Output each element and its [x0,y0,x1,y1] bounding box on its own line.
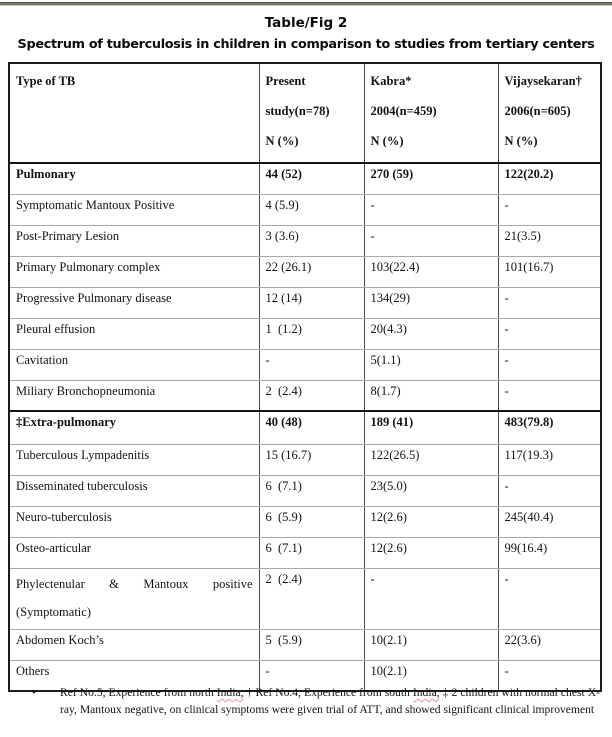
footnote [8,684,602,719]
cell-vijaysekaran: - [498,380,601,411]
cell-vijaysekaran: - [498,287,601,318]
cell-kabra: 10(2.1) [364,629,498,660]
cell-present-study: 40 (48) [259,411,364,444]
footnote-segment-misspelled: India, [216,686,244,699]
cell-type-of-tb: Symptomatic Mantoux Positive [9,194,259,225]
table-subtitle: Spectrum of tuberculosis in children in comparison to studies from tertiary centers [17,37,595,52]
cell-vijaysekaran: - [498,568,601,629]
cell-kabra: 103(22.4) [364,256,498,287]
cell-type-of-tb: Pulmonary [9,163,259,194]
cell-type-of-tb: Abdomen Koch’s [9,629,259,660]
footnote-bullet-icon: • [31,685,37,699]
column-header-type-of-tb [9,63,259,163]
cell-present-study: 15 (16.7) [259,444,364,475]
table-title: Table/Fig 2 [264,15,348,31]
cell-type-of-tb: Osteo-articular [9,537,259,568]
footnote-text [60,684,602,719]
tb-spectrum-table [8,62,602,692]
table-body [9,163,601,691]
cell-vijaysekaran: - [498,475,601,506]
cell-kabra: 8(1.7) [364,380,498,411]
column-header-kabra [364,63,498,163]
column-header-line: 2006(n=605) [504,104,571,118]
cell-present-study: 2 (2.4) [259,568,364,629]
cell-vijaysekaran: 117(19.3) [498,444,601,475]
cell-kabra: - [364,568,498,629]
cell-type-of-tb: ‡Extra-pulmonary [9,411,259,444]
cell-present-study: 6 (5.9) [259,506,364,537]
cell-kabra: - [364,194,498,225]
cell-present-study: 2 (2.4) [259,380,364,411]
table-row [9,349,601,380]
table-row [9,163,601,194]
cell-kabra: 189 (41) [364,411,498,444]
column-header-line: 2004(n=459) [370,104,437,118]
cell-kabra: 23(5.0) [364,475,498,506]
table-row [9,287,601,318]
cell-type-of-tb: Progressive Pulmonary disease [9,287,259,318]
cell-vijaysekaran: - [498,349,601,380]
cell-type-of-tb: Primary Pulmonary complex [9,256,259,287]
table-row [9,256,601,287]
footnote-segment: Ref No.5, Experience from north [60,686,217,699]
cell-vijaysekaran: - [498,318,601,349]
column-header-line: Type of TB [16,74,76,88]
column-header-line: N (%) [370,134,404,148]
cell-kabra: 270 (59) [364,163,498,194]
cell-kabra: 12(2.6) [364,537,498,568]
cell-vijaysekaran: 99(16.4) [498,537,601,568]
table-row [9,475,601,506]
cell-vijaysekaran: 245(40.4) [498,506,601,537]
header-row [9,63,601,163]
column-header-line: Vijaysekaran† [504,74,582,88]
column-header-line: N (%) [265,134,299,148]
cell-type-of-tb: Miliary Bronchopneumonia [9,380,259,411]
cell-vijaysekaran: - [498,194,601,225]
cell-present-study: 1 (1.2) [259,318,364,349]
table-row [9,537,601,568]
cell-type-of-tb: Cavitation [9,349,259,380]
cell-vijaysekaran: - [498,660,601,691]
cell-kabra: - [364,225,498,256]
table-header-row [9,63,601,163]
table-row [9,444,601,475]
table-row [9,411,601,444]
column-header-line: Present [265,74,306,88]
footnote-segment: ‡ 2 children with normal chest X-ray, Mantoux negative, on clinical symptoms were given trial of ATT, and showed significant clinical improvement [60,686,600,717]
footnote-segment-misspelled: India, [412,686,440,699]
table-row [9,506,601,537]
column-header-present-study [259,63,364,163]
cell-kabra: 20(4.3) [364,318,498,349]
table-row [9,629,601,660]
cell-vijaysekaran: 101(16.7) [498,256,601,287]
table-row [9,225,601,256]
cell-vijaysekaran: 21(3.5) [498,225,601,256]
cell-kabra: 5(1.1) [364,349,498,380]
cell-type-of-tb: Others [9,660,259,691]
column-header-line: Kabra* [370,74,412,88]
cell-present-study: 3 (3.6) [259,225,364,256]
column-header-line: N (%) [504,134,538,148]
cell-present-study: 44 (52) [259,163,364,194]
cell-present-study: 22 (26.1) [259,256,364,287]
cell-type-of-tb: Disseminated tuberculosis [9,475,259,506]
cell-type-of-tb: Tuberculous Lympadenitis [9,444,259,475]
table-row [9,318,601,349]
cell-present-study: 12 (14) [259,287,364,318]
cell-type-of-tb: Phylectenular & Mantoux positive (Symptomatic) [9,568,259,629]
column-header-line: study(n=78) [265,104,330,118]
cell-type-of-tb: Post-Primary Lesion [9,225,259,256]
table-row [9,568,601,629]
cell-kabra: 134(29) [364,287,498,318]
table-row [9,194,601,225]
cell-present-study: - [259,660,364,691]
column-header-vijaysekaran [498,63,601,163]
cell-present-study: - [259,349,364,380]
table-row [9,380,601,411]
cell-type-of-tb: Pleural effusion [9,318,259,349]
cell-present-study: 4 (5.9) [259,194,364,225]
cell-vijaysekaran: 483(79.8) [498,411,601,444]
cell-kabra: 122(26.5) [364,444,498,475]
cell-vijaysekaran: 22(3.6) [498,629,601,660]
cell-vijaysekaran: 122(20.2) [498,163,601,194]
page-top-rule [0,2,612,6]
cell-kabra: 12(2.6) [364,506,498,537]
footnote-segment: † Ref No.4, Experience from south [243,686,413,699]
cell-present-study: 5 (5.9) [259,629,364,660]
cell-present-study: 6 (7.1) [259,475,364,506]
cell-type-of-tb: Neuro-tuberculosis [9,506,259,537]
cell-kabra: 10(2.1) [364,660,498,691]
cell-present-study: 6 (7.1) [259,537,364,568]
